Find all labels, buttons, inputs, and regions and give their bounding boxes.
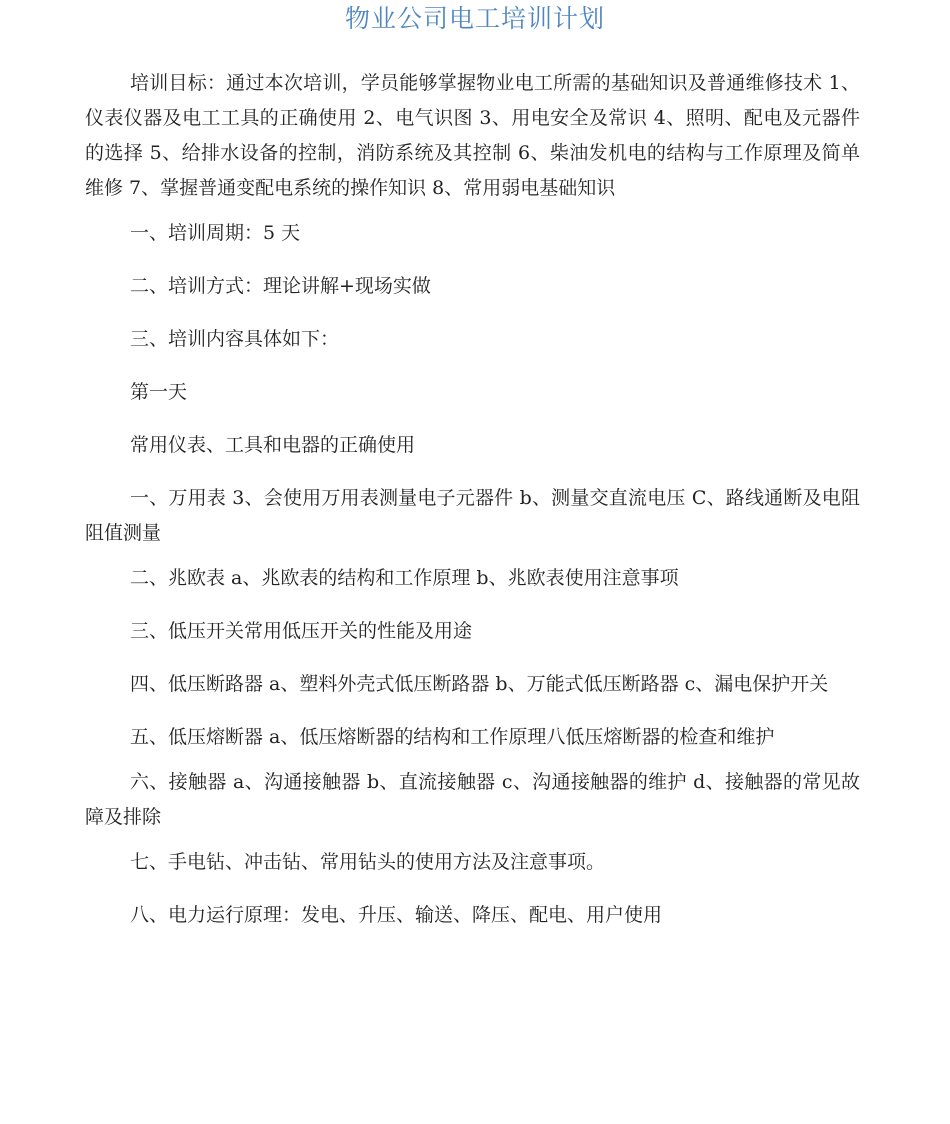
paragraph-item-contactor: 六、接触器 a、沟通接触器 b、直流接触器 c、沟通接触器的维护 d、接触器的常见故障及排除 bbox=[85, 771, 860, 828]
paragraph-item-fuse: 五、低压熔断器 a、低压熔断器的结构和工作原理八低压熔断器的检查和维护 bbox=[130, 726, 775, 748]
document-title: 物业公司电工培训计划 bbox=[344, 4, 605, 33]
document-body bbox=[85, 66, 860, 933]
paragraph-item-low-voltage-switch: 三、低压开关常用低压开关的性能及用途 bbox=[130, 620, 473, 642]
paragraph-item-multimeter: 一、万用表 3、会使用万用表测量电子元器件 b、测量交直流电压 C、路线通断及电阻阻值测量 bbox=[85, 487, 860, 544]
paragraph-item-power-principle: 八、电力运行原理：发电、升压、输送、降压、配电、用户使用 bbox=[130, 904, 663, 926]
paragraph-item-circuit-breaker: 四、低压断路器 a、塑料外壳式低压断路器 b、万能式低压断路器 c、漏电保护开关 bbox=[130, 673, 829, 695]
paragraph-day-one: 第一天 bbox=[130, 381, 188, 403]
paragraph-training-content: 三、培训内容具体如下： bbox=[130, 328, 340, 350]
paragraph-item-megohmmeter: 二、兆欧表 a、兆欧表的结构和工作原理 b、兆欧表使用注意事项 bbox=[130, 567, 679, 589]
paragraph-training-method: 二、培训方式：理论讲解+现场实做 bbox=[130, 275, 431, 297]
paragraph-training-goal: 培训目标：通过本次培训，学员能够掌握物业电工所需的基础知识及普通维修技术 1、仪表仪器及电工工具的正确使用 2、电气识图 3、用电安全及常识 4、照明、配电及元器件的选择 5、给排水设备的控制，消防系统及其控制 6、柴油发机电的结构与工作原理及简单维修 7、掌握普通变配电系统的操作知识 8、常用弱电基础知识 bbox=[85, 72, 860, 199]
paragraph-section-heading: 常用仪表、工具和电器的正确使用 bbox=[130, 434, 416, 456]
paragraph-item-drill: 七、手电钻、冲击钻、常用钻头的使用方法及注意事项。 bbox=[130, 851, 606, 873]
paragraph-training-period: 一、培训周期：5 天 bbox=[130, 222, 301, 244]
